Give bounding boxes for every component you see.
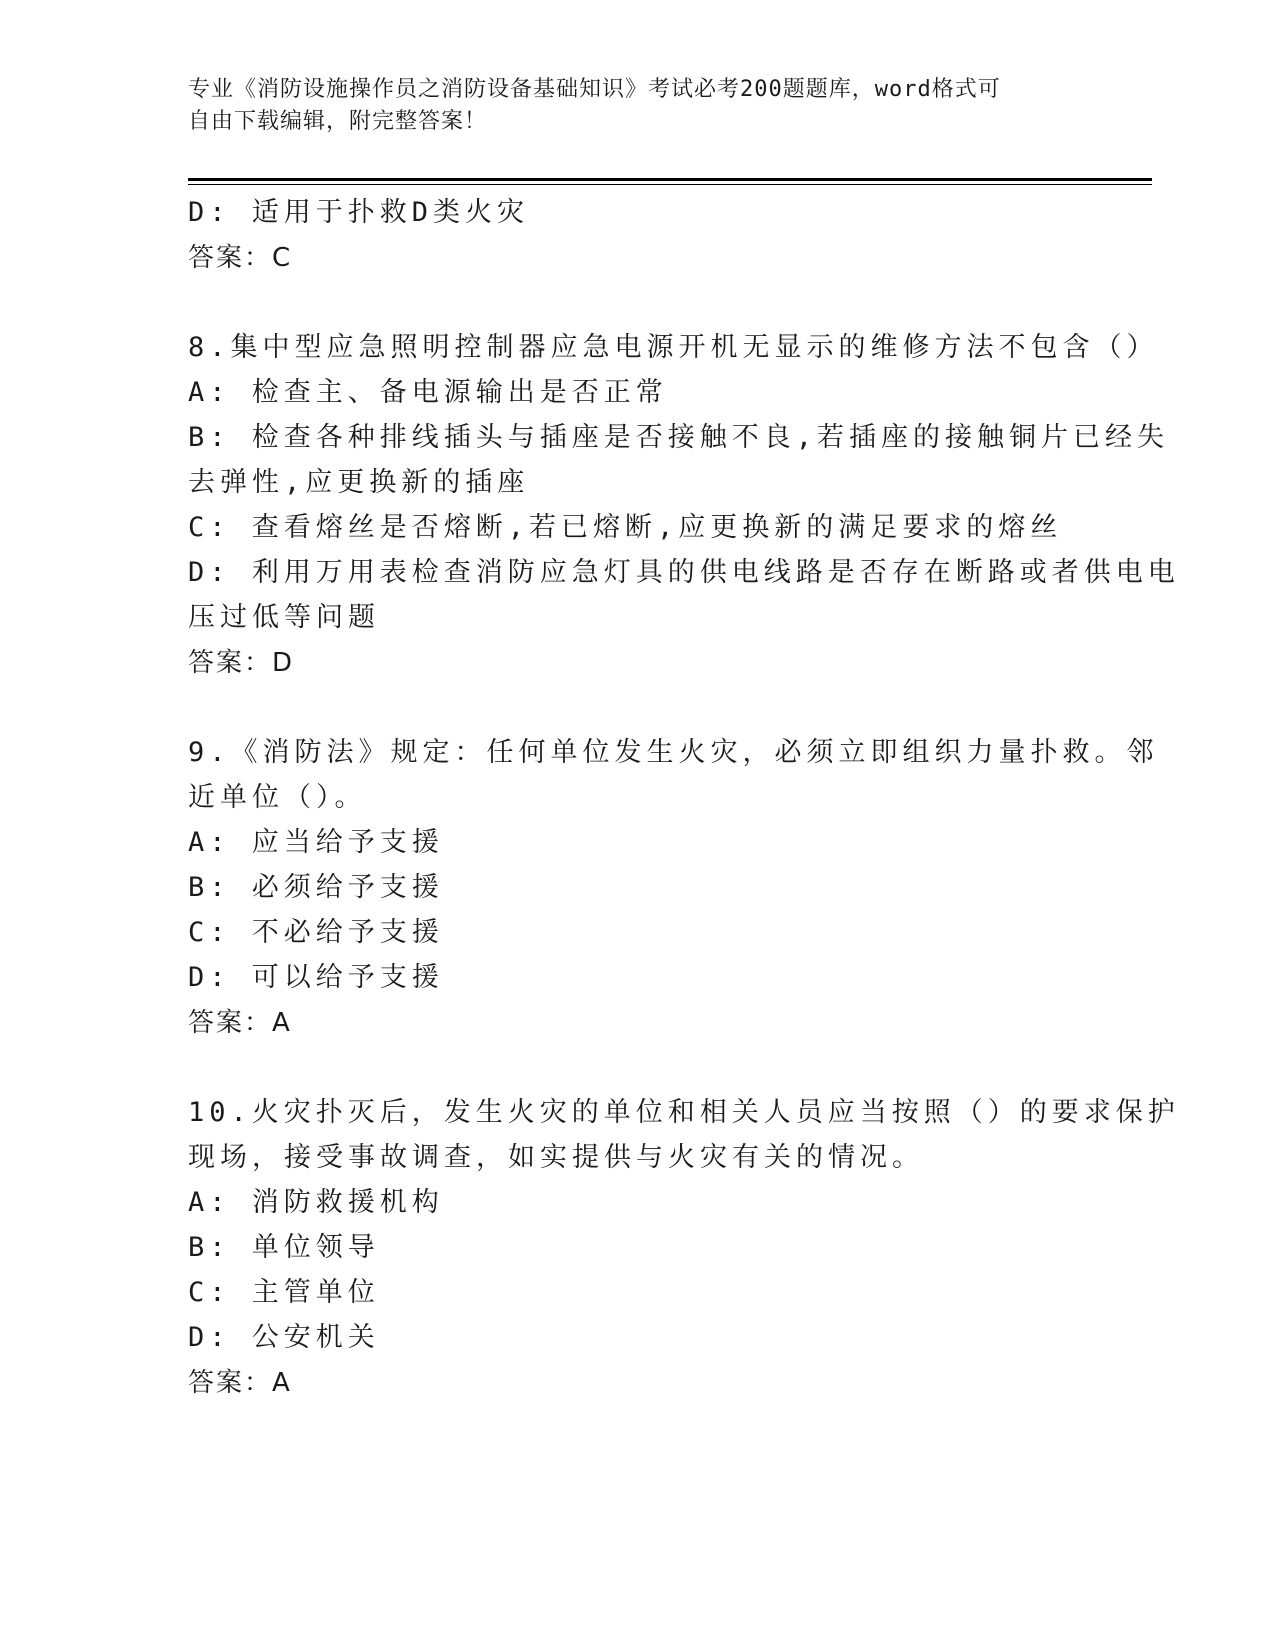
question-9 xyxy=(188,730,1159,1046)
option-d: D: 公安机关 xyxy=(188,1322,380,1353)
answer-line: 答案：A xyxy=(188,1008,292,1038)
option-c: C: 不必给予支援 xyxy=(188,917,444,948)
answer-line: 答案：C xyxy=(188,243,293,273)
header-line-1: 专业《消防设施操作员之消防设备基础知识》考试必考200题题库，word格式可 xyxy=(188,77,1001,102)
spacer xyxy=(188,281,1088,325)
header-divider-thick xyxy=(188,178,1152,181)
option-b: B: 检查各种排线插头与插座是否接触不良,若插座的接触铜片已经失 xyxy=(188,422,1170,453)
option-a: A: 消防救援机构 xyxy=(188,1187,444,1218)
option-a: A: 应当给予支援 xyxy=(188,827,444,858)
answer-line: 答案：A xyxy=(188,1368,292,1398)
header-line-2: 自由下载编辑，附完整答案！ xyxy=(188,109,488,134)
header-divider-thin xyxy=(188,184,1152,185)
option-c: C: 查看熔丝是否熔断,若已熔断,应更换新的满足要求的熔丝 xyxy=(188,512,1063,543)
option-b-continued: 去弹性,应更换新的插座 xyxy=(188,467,530,498)
question-stem: 10.火灾扑灭后，发生火灾的单位和相关人员应当按照（）的要求保护 xyxy=(188,1097,1180,1128)
option-d-continued: 压过低等问题 xyxy=(188,602,380,633)
question-stem: 9.《消防法》规定：任何单位发生火灾，必须立即组织力量扑救。邻 xyxy=(188,737,1159,768)
question-stem-continued: 现场，接受事故调查，如实提供与火灾有关的情况。 xyxy=(188,1142,924,1173)
question-10 xyxy=(188,1090,1180,1406)
option-a: A: 检查主、备电源输出是否正常 xyxy=(188,377,668,408)
option-c: C: 主管单位 xyxy=(188,1277,380,1308)
option-b: B: 必须给予支援 xyxy=(188,872,444,903)
question-stem-continued: 近单位（）。 xyxy=(188,782,367,813)
option-d: D: 利用万用表检查消防应急灯具的供电线路是否存在断路或者供电电 xyxy=(188,557,1180,588)
option-d: D: 可以给予支援 xyxy=(188,962,444,993)
question-stem: 8.集中型应急照明控制器应急电源开机无显示的维修方法不包含（） xyxy=(188,332,1159,363)
spacer xyxy=(188,1046,1088,1090)
question-8 xyxy=(188,325,1180,686)
question-content xyxy=(188,190,1180,1406)
spacer xyxy=(188,686,1088,730)
answer-line: 答案：D xyxy=(188,648,295,678)
option-d: D: 适用于扑救D类火灾 xyxy=(188,197,530,228)
document-header xyxy=(188,74,1088,138)
option-b: B: 单位领导 xyxy=(188,1232,380,1263)
